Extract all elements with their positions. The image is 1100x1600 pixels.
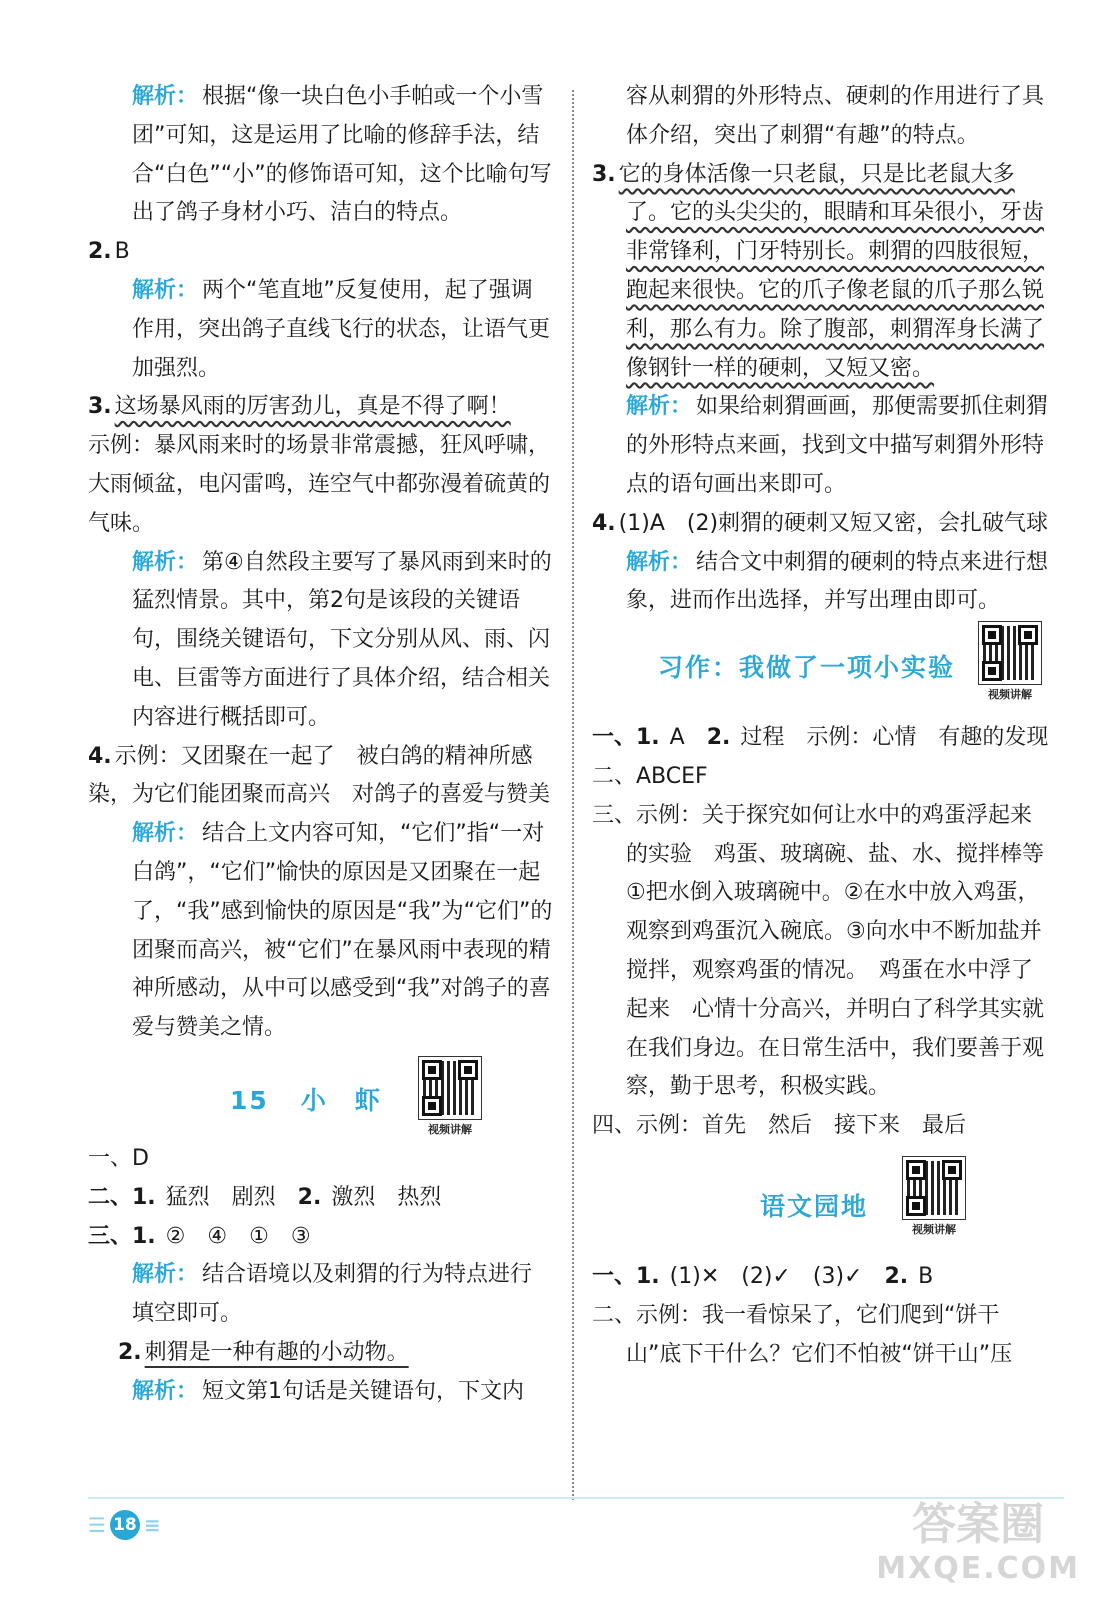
analysis-6: 解析： 短文第1句话是关键语句，下文内 <box>132 1378 525 1404</box>
analysis-5: 解析： 结合语境以及刺猬的行为特点进行填空即可。 <box>132 1262 533 1327</box>
writing-header <box>592 621 1054 719</box>
part-2: 二、1. 猛烈 剧烈 2. 激烈 热烈 <box>88 1184 442 1210</box>
garden-2: 二、示例：我一看惊呆了，它们爬到“饼干山”底下干什么？它们不怕被“饼干山”压 <box>592 1302 1013 1367</box>
watermark: 答案圈 MXQE.COM <box>876 1499 1080 1586</box>
qr-code-video[interactable]: 视频讲解 <box>418 1056 482 1138</box>
qr-code-video[interactable]: 视频讲解 <box>902 1156 966 1238</box>
answer-2: 2. B <box>88 239 130 265</box>
writing-title: 习作：我做了一项小实验 <box>658 653 956 683</box>
page-number: ☰ 18 ≡ <box>88 1508 161 1542</box>
writing-1: 一、1. A 2. 过程 示例：心情 有趣的发现 <box>592 725 1049 751</box>
analysis-2: 解析： 两个“笔直地”反复使用，起了强调作用，突出鸽子直线飞行的状态，让语气更加强烈。 <box>132 277 551 381</box>
writing-3: 三、示例：关于探究如何让水中的鸡蛋浮起来的实验 鸡蛋、玻璃碗、盐、水、搅拌棒等 ①把水倒入玻璃碗中。②在水中放入鸡蛋，观察到鸡蛋沉入碗底。③向水中不断加盐并搅拌，观察鸡蛋的情况。 鸡蛋在水中浮了起来 心情十分高兴，并明白了科学其实就在我们身边。在日常生活中，我们要善于观察，勤于思考，积极实践。 <box>592 802 1067 1100</box>
lesson-header <box>88 1048 554 1140</box>
continuation: 容从刺猬的外形特点、硬刺的作用进行了具体介绍，突出了刺猬“有趣”的特点。 <box>626 84 1045 148</box>
analysis-3: 解析： 第④自然段主要写了暴风雨到来时的猛烈情景。其中，第2句是该段的关键语句，围绕关键语句，下文分别从风、雨、闪电、巨雷等方面进行了具体介绍，结合相关内容进行概括即可。 <box>132 549 552 730</box>
analysis-r1: 解析： 如果给刺猬画画，那便需要抓住刺猬的外形特点来画，找到文中描写刺猬外形特点的语句画出来即可。 <box>626 394 1049 497</box>
garden-header <box>592 1146 1054 1258</box>
analysis-4: 解析： 结合上文内容可知，“它们”指“一对白鸽”，“它们”愉快的原因是又团聚在一起了，“我”感到愉快的原因是“我”为“它们”的团聚而高兴，被“它们”在暴风雨中表现的精神所感动，从中可以感受到“我”对鸽子的喜爱与赞美之情。 <box>132 821 553 1041</box>
answer-r3: 3. 它的身体活像一只老鼠，只是比老鼠大多了。它的头尖尖的，眼睛和耳朵很小，牙齿非常锋利，门牙特别长。刺猬的四肢很短，跑起来很快。它的爪子像老鼠的爪子那么锐利，那么有力。除了腹部，刺猬浑身长满了像钢针一样的硬刺，又短又密。 <box>592 161 1045 381</box>
left-column <box>88 78 554 1412</box>
garden-title: 语文园地 <box>760 1191 869 1221</box>
analysis-1: 解析： 根据“像一块白色小手帕或一个小雪团”可知，这是运用了比喻的修辞手法，结合“白色”“小”的修饰语可知，这个比喻句写出了鸽子身材小巧、洁白的特点。 <box>132 84 552 226</box>
qr-code-icon <box>978 621 1042 685</box>
analysis-r2: 解析： 结合文中刺猬的硬刺的特点来进行想象，进而作出选择，并写出理由即可。 <box>626 549 1049 614</box>
page-deco-left-icon: ☰ <box>88 1513 106 1537</box>
part-3: 三、1. ② ④ ① ③ <box>88 1223 311 1249</box>
answer-r4: 4. (1)A (2)刺猬的硬刺又短又密，会扎破气球 <box>592 510 1049 536</box>
garden-1: 一、1. (1)✕ (2)✓ (3)✓ 2. B <box>592 1263 934 1289</box>
page-deco-right-icon: ≡ <box>143 1513 161 1537</box>
answer-3: 3. 这场暴风雨的厉害劲儿，真是不得了啊！ 示例：暴风雨来时的场景非常震撼，狂风呼啸，大雨倾盆，电闪雷鸣，连空气中都弥漫着硫黄的气味。 <box>88 394 551 536</box>
lesson-title: 15 小 虾 <box>230 1085 382 1115</box>
writing-2: 二、ABCEF <box>592 763 708 789</box>
qr-code-icon <box>418 1056 482 1120</box>
answer-5: 2. 刺猬是一种有趣的小动物。 <box>118 1339 409 1365</box>
qr-code-video[interactable]: 视频讲解 <box>978 621 1042 703</box>
answer-4: 4. 示例：又团聚在一起了 被白鸽的精神所感染，为它们能团聚而高兴 对鸽子的喜爱与赞美 <box>88 743 551 808</box>
column-divider <box>572 90 574 1500</box>
right-column <box>592 78 1067 1374</box>
qr-code-icon <box>902 1156 966 1220</box>
part-1: 一、D <box>88 1145 149 1171</box>
writing-4: 四、示例：首先 然后 接下来 最后 <box>592 1113 967 1139</box>
